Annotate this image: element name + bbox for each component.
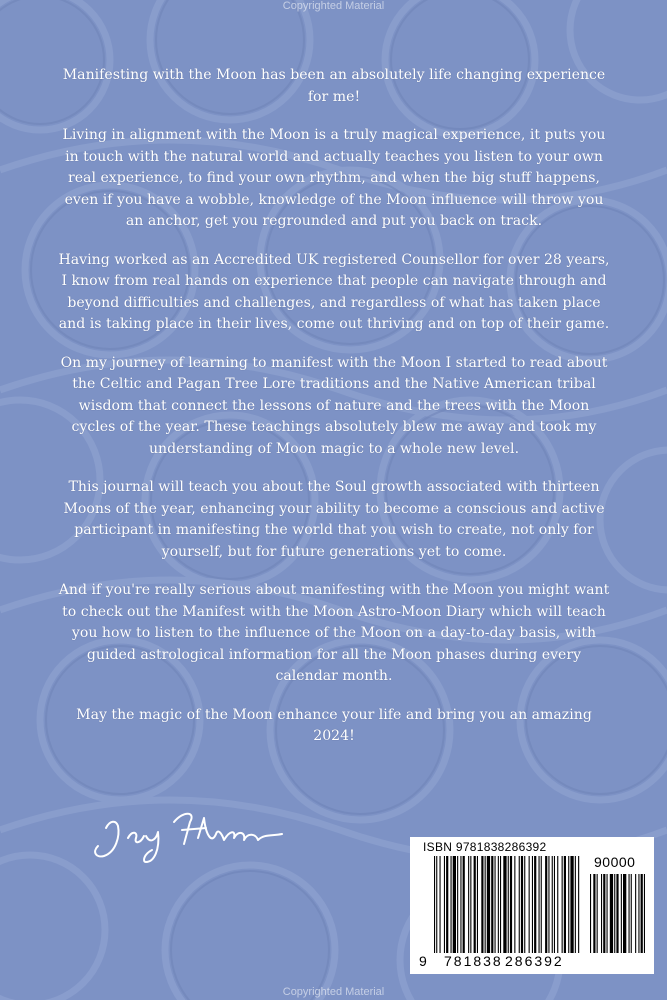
blurb-text (58, 65, 610, 765)
barcode-bar (477, 856, 478, 953)
barcode-bar (434, 856, 435, 953)
barcode-bar (498, 856, 499, 953)
barcode-digits-right: 286392 (505, 953, 564, 969)
barcode-bar (532, 856, 533, 953)
barcode-bar (603, 874, 605, 953)
barcode-bar (440, 856, 441, 953)
barcode-bar (570, 856, 573, 953)
copyright-watermark-top: Copyrighted Material (282, 0, 385, 12)
barcode-bar (621, 874, 622, 953)
barcode-bar (534, 856, 536, 953)
barcode-bar (444, 856, 445, 953)
blurb-paragraph-7: May the magic of the Moon enhance your life and bring you an amazing 2024! (76, 706, 592, 744)
barcode-bar (485, 856, 486, 953)
barcode-bar (500, 856, 501, 953)
barcode-bar (529, 856, 530, 953)
barcode-bar (564, 856, 566, 953)
barcode-bar (562, 856, 563, 953)
barcode-bar (508, 856, 509, 953)
blurb-paragraph-5: This journal will teach you about the Soul growth associated with thirteen Moons of the year, enhancing your ability to become a conscious and active participant in manifesting the world that you wish to create, not only for yourself, but for future generations yet to come. (63, 479, 605, 560)
barcode-bar (487, 856, 490, 953)
barcode-bar (552, 856, 553, 953)
barcode-bar (457, 856, 458, 953)
barcode-bar (635, 874, 636, 953)
barcode-bar (610, 874, 613, 953)
barcode-bar (548, 856, 549, 953)
barcode-bar (521, 856, 523, 953)
barcode-bar (453, 856, 456, 953)
barcode-bar (460, 856, 461, 953)
barcode-bar (578, 856, 579, 953)
blurb-paragraph-3: Having worked as an Accredited UK registered Counsellor for over 28 years, I know from real hands on experience that people can navigate through and beyond difficulties and challenges, and regardless of what has taken place and is taking place in their lives, come out thriving and on top of their game. (58, 251, 610, 332)
barcode-bar (519, 856, 520, 953)
author-signature (86, 800, 291, 868)
barcode-bar (468, 856, 469, 953)
barcode-bar (631, 874, 632, 953)
barcode-bar (568, 856, 569, 953)
barcode-bar (470, 856, 471, 953)
blurb-paragraph-1: Manifesting with the Moon has been an absolutely life changing experience for me! (62, 67, 606, 105)
copyright-watermark-bottom: Copyrighted Material (282, 986, 385, 998)
barcode-bar (601, 874, 602, 953)
barcode-bar (514, 856, 515, 953)
barcode-bar (575, 856, 576, 953)
barcode-bar (446, 856, 448, 953)
price-code: 90000 (594, 854, 636, 870)
barcode-bar (616, 874, 618, 953)
isbn-number: ISBN 9781838286392 (423, 840, 547, 854)
barcode-bar (614, 874, 615, 953)
barcode-bar (554, 856, 555, 953)
barcode-bar (607, 874, 608, 953)
blurb-paragraph-4: On my journey of learning to manifest with the Moon I started to read about the Celtic and Pagan Tree Lore traditions and the Native American tribal wisdom that connect the lessons of nature and the trees with the Moon cycles of the year. These teachings absolutely blew me away and took my understanding of Moon magic to a whole new level. (60, 354, 608, 457)
barcode-bar (510, 856, 512, 953)
barcode-bar (629, 874, 630, 953)
barcode-bar (524, 856, 525, 953)
barcode-bar (593, 874, 595, 953)
barcode-bar (463, 856, 465, 953)
barcode-bar (436, 856, 437, 953)
barcode-bar (539, 856, 540, 953)
barcode-bar (557, 856, 558, 953)
barcode-digit-first: 9 (419, 953, 427, 969)
blurb-paragraph-2: Living in alignment with the Moon is a truly magical experience, it puts you in touch with the natural world and actually teaches you listen to your own real experience, to find your own rhythm, and when the big stuff happens, even if you have a wobble, knowledge of the Moon influence will throw you an anchor, get you regrounded and put you back on track. (62, 127, 606, 229)
barcode-bar (638, 874, 639, 953)
blurb-paragraph-6: And if you're really serious about manifesting with the Moon you might want to check out the Manifest with the Moon Astro-Moon Diary which will teach you how to listen to the influence of the Moon on a day-to-day basis, with guided astrological information for all the Moon phases during every calendar month. (58, 582, 610, 684)
barcode-bar (590, 874, 591, 953)
barcode-bar (541, 856, 542, 953)
barcode-bar (451, 856, 452, 953)
barcode-bar (644, 874, 645, 953)
barcode-bar (491, 856, 493, 953)
barcode-bar (495, 856, 496, 953)
barcode-bar (623, 874, 626, 953)
barcode-bar (597, 874, 598, 953)
isbn-barcode (410, 837, 654, 974)
barcode-bar (503, 856, 506, 953)
barcode-bar (545, 856, 547, 953)
barcode-bar (474, 856, 476, 953)
barcode-bar (481, 856, 483, 953)
barcode-digits-left: 781838 (444, 953, 503, 969)
barcode-bar (641, 874, 643, 953)
